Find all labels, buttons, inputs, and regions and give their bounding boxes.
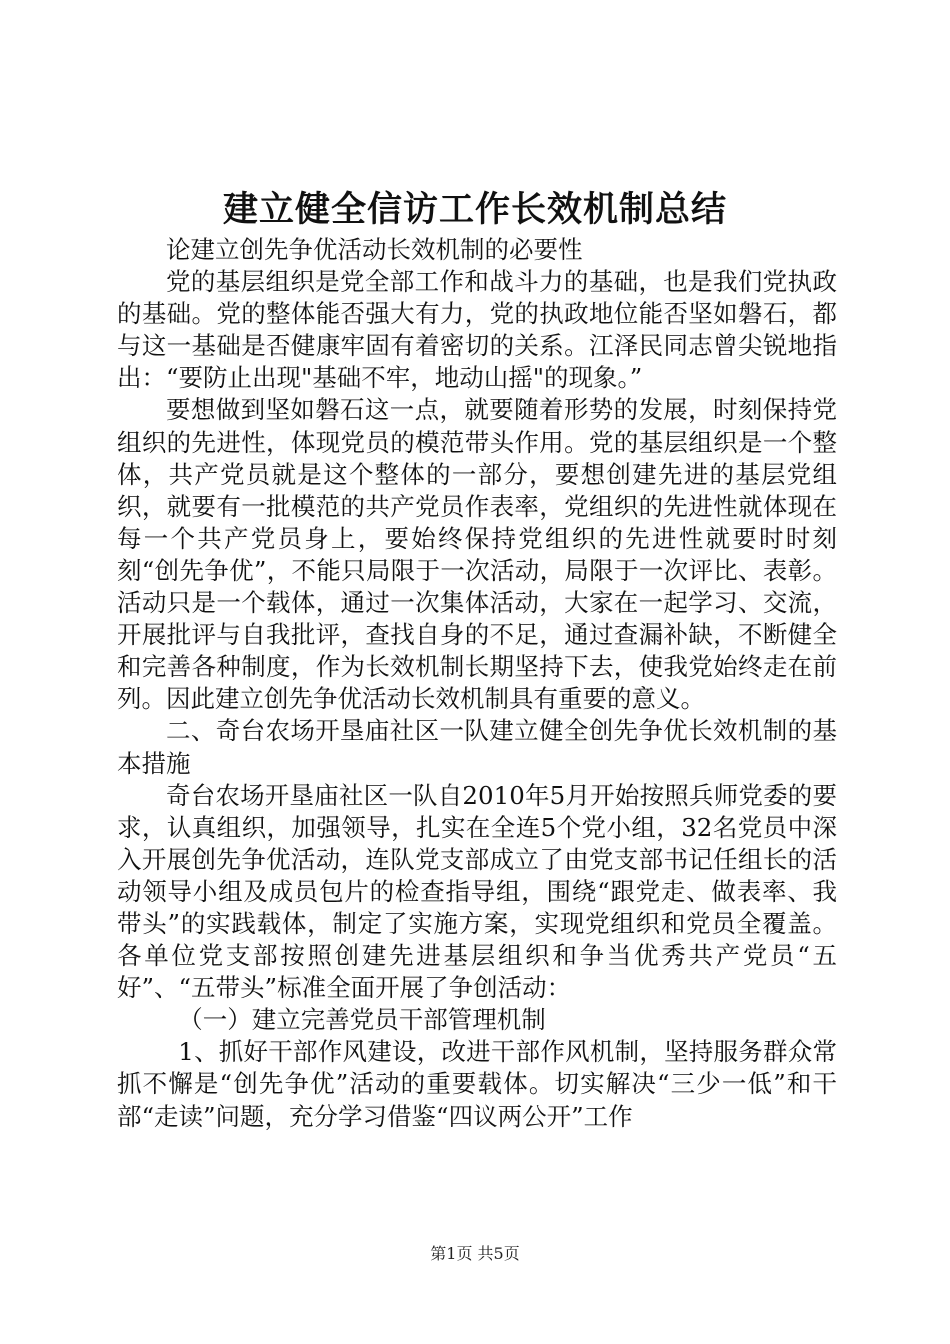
paragraph-subtitle: 论建立创先争优活动长效机制的必要性 bbox=[166, 235, 583, 264]
page-footer: 第1页 共5页 bbox=[430, 1244, 520, 1263]
paragraph-3: 奇台农场开垦庙社区一队自2010年5月开始按照兵师党委的要求，认真组织，加强领导，扎实在全连5个党小组，32名党员中深入开展创先争优活动，连队党支部成立了由党支部书记任组长的活动领导小组及成员包片的检查指导组，围绕“跟党走、做表率、我带头”的实践载体，制定了实施方案，实现党组织和党员全覆盖。各单位党支部按照创建先进基层组织和争当优秀共产党员“五好”、“五带头”标准全面开展了争创活动： bbox=[117, 780, 837, 1003]
subsection-heading-1: （一）建立完善党员干部管理机制 bbox=[178, 1005, 546, 1035]
paragraph-2: 要想做到坚如磐石这一点，就要随着形势的发展，时刻保持党组织的先进性，体现党员的模范带头作用。党的基层组织是一个整体，共产党员就是这个整体的一部分，要想创建先进的基层党组织，就要有一批模范的共产党员作表率，党组织的先进性就体现在每一个共产党员身上，要始终保持党组织的先进性就要时时刻刻“创先争优”，不能只局限于一次活动，局限于一次评比、表彰。活动只是一个载体，通过一次集体活动，大家在一起学习、交流，开展批评与自我批评，查找自身的不足，通过查漏补缺，不断健全和完善各种制度，作为长效机制长期坚持下去，使我党始终走在前列。因此建立创先争优活动长效机制具有重要的意义。 bbox=[117, 395, 837, 714]
paragraph-4: 1、抓好干部作风建设，改进干部作风机制，坚持服务群众常抓不懈是“创先争优”活动的重要载体。切实解决“三少一低”和干部“走读”问题，充分学习借鉴“四议两公开”工作 bbox=[117, 1037, 837, 1131]
section-heading-2: 二、奇台农场开垦庙社区一队建立健全创先争优长效机制的基本措施 bbox=[117, 716, 837, 778]
document-title: 建立健全信访工作长效机制总结 bbox=[222, 189, 727, 230]
paragraph-1: 党的基层组织是党全部工作和战斗力的基础，也是我们党执政的基础。党的整体能否强大有力，党的执政地位能否坚如磐石，都与这一基础是否健康牢固有着密切的关系。江泽民同志曾尖锐地指出：“要防止出现"基础不牢，地动山摇"的现象。” bbox=[117, 267, 837, 393]
document-body bbox=[117, 234, 837, 1133]
